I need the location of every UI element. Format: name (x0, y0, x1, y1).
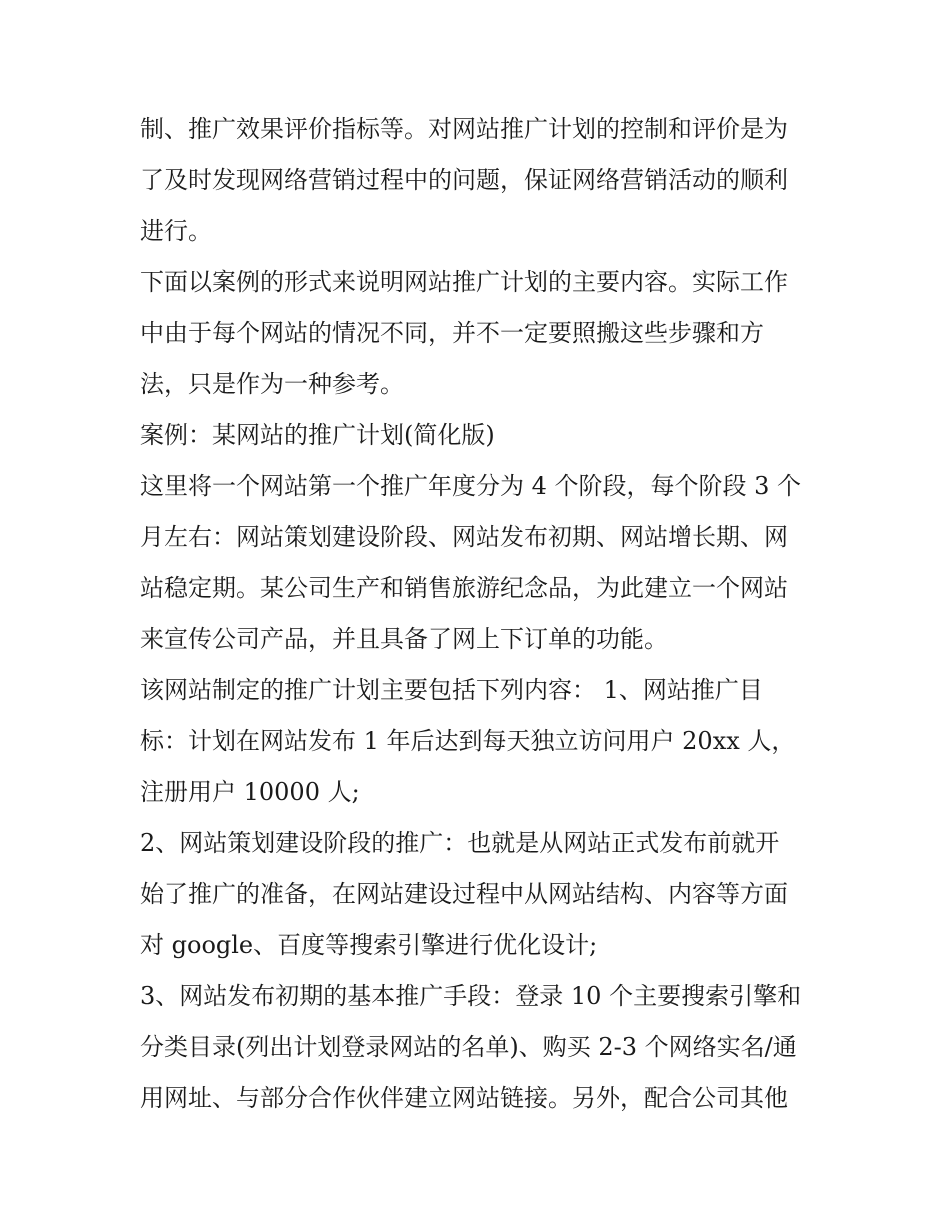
text-line: 注册用户 10000 人; (140, 778, 360, 806)
text-line: 月左右：网站策划建设阶段、网站发布初期、网站增长期、网 (140, 523, 788, 551)
text-line: 用网址、与部分合作伙伴建立网站链接。另外，配合公司其他 (140, 1084, 788, 1112)
text-line: 制、推广效果评价指标等。对网站推广计划的控制和评价是为 (140, 115, 788, 143)
text-line: 2、网站策划建设阶段的推广：也就是从网站正式发布前就开 (140, 829, 780, 857)
text-line: 始了推广的准备，在网站建设过程中从网站结构、内容等方面 (140, 880, 788, 908)
text-line: 站稳定期。某公司生产和销售旅游纪念品，为此建立一个网站 (140, 574, 788, 602)
text-line: 中由于每个网站的情况不同，并不一定要照搬这些步骤和方 (140, 319, 764, 347)
text-line: 法，只是作为一种参考。 (140, 370, 404, 398)
text-line: 分类目录(列出计划登录网站的名单)、购买 2-3 个网络实名/通 (140, 1033, 797, 1061)
text-line: 这里将一个网站第一个推广年度分为 4 个阶段，每个阶段 3 个 (140, 472, 802, 500)
text-line: 下面以案例的形式来说明网站推广计划的主要内容。实际工作 (140, 268, 788, 296)
text-line: 了及时发现网络营销过程中的问题，保证网络营销活动的顺利 (140, 166, 788, 194)
text-line: 对 google、百度等搜索引擎进行优化设计; (140, 931, 598, 959)
text-line: 3、网站发布初期的基本推广手段：登录 10 个主要搜索引擎和 (140, 982, 802, 1010)
text-line: 该网站制定的推广计划主要包括下列内容： 1、网站推广目 (140, 676, 763, 704)
text-line: 标：计划在网站发布 1 年后达到每天独立访问用户 20xx 人， (140, 727, 796, 755)
text-line: 案例：某网站的推广计划(简化版) (140, 421, 495, 449)
text-line: 进行。 (140, 217, 212, 245)
text-line: 来宣传公司产品，并且具备了网上下订单的功能。 (140, 625, 668, 653)
document-body (140, 104, 820, 1124)
